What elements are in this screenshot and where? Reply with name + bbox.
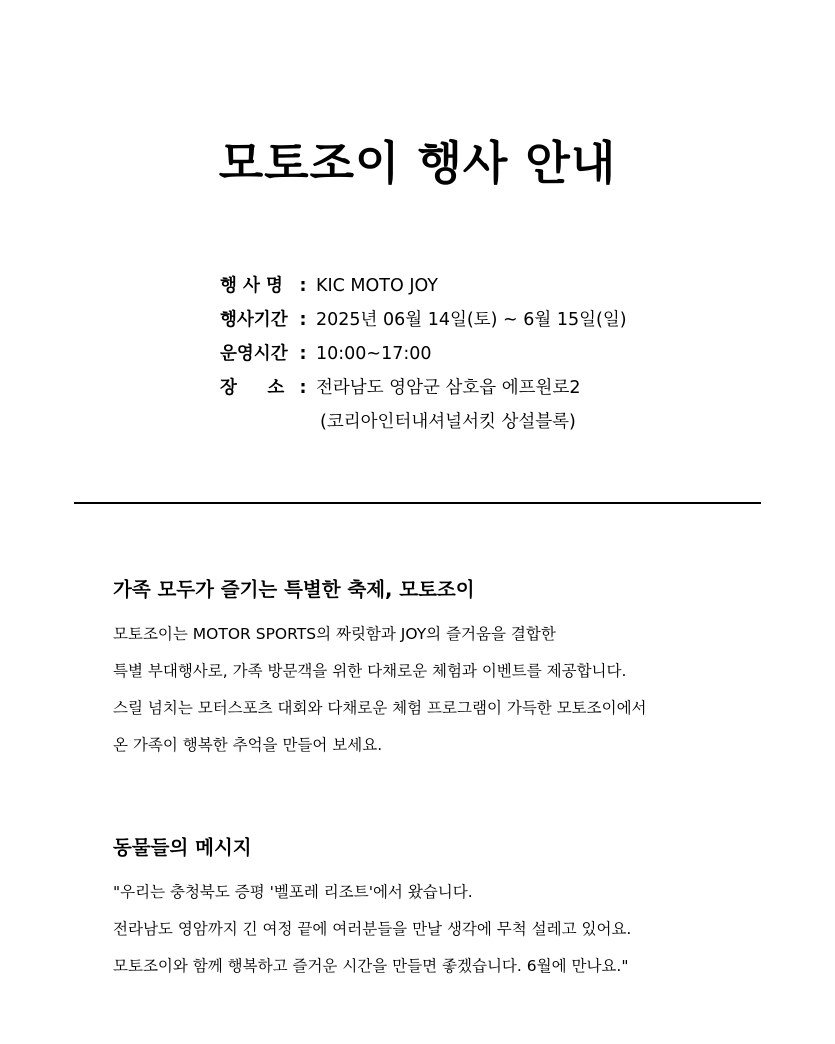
info-colon: : [299, 378, 307, 398]
info-colon: : [299, 344, 307, 364]
info-row-event-name [220, 272, 627, 306]
info-label-event-name: 행 사 명 [220, 276, 283, 296]
info-row-location [220, 374, 627, 408]
intro-line: 모토조이는 MOTOR SPORTS의 짜릿함과 JOY의 즐거움을 결합한 [113, 625, 556, 643]
animals-message-line: 전라남도 영암까지 긴 여정 끝에 여러분들을 만날 생각에 무척 설레고 있어요. [113, 920, 632, 938]
info-value-location: 전라남도 영암군 삼호읍 에프원로2 [316, 378, 581, 398]
intro-heading: 가족 모두가 즐기는 특별한 축제, 모토조이 [113, 578, 475, 601]
animals-message-line: 모토조이와 함께 행복하고 즐거운 시간을 만들면 좋겠습니다. 6월에 만나요." [113, 957, 629, 975]
animals-message-section [113, 834, 773, 985]
section-divider [74, 502, 761, 504]
intro-line: 스릴 넘치는 모터스포츠 대회와 다채로운 체험 프로그램이 가득한 모토조이에서 [113, 699, 647, 717]
intro-line: 온 가족이 행복한 추억을 만들어 보세요. [113, 736, 383, 754]
animals-heading: 동물들의 메시지 [113, 836, 252, 859]
info-label-location: 장 소 [220, 378, 285, 398]
info-value-event-period: 2025년 06월 14일(토) ~ 6월 15일(일) [316, 310, 627, 330]
page-title: 모토조이 행사 안내 [218, 136, 617, 190]
intro-section [113, 576, 773, 764]
event-info-block [220, 272, 627, 442]
info-colon: : [299, 276, 307, 296]
intro-line: 특별 부대행사로, 가족 방문객을 위한 다채로운 체험과 이벤트를 제공합니다. [113, 662, 627, 680]
info-value-event-name: KIC MOTO JOY [316, 276, 438, 296]
info-label-operating-hours: 운영시간 [220, 344, 288, 364]
info-row-event-period [220, 306, 627, 340]
info-label-event-period: 행사기간 [220, 310, 288, 330]
info-value-location-detail: (코리아인터내셔널서킷 상설블록) [320, 412, 576, 432]
info-value-operating-hours: 10:00~17:00 [316, 344, 432, 364]
info-row-operating-hours [220, 340, 627, 374]
animals-message-line: "우리는 충청북도 증평 '벨포레 리조트'에서 왔습니다. [113, 883, 473, 901]
info-colon: : [299, 310, 307, 330]
